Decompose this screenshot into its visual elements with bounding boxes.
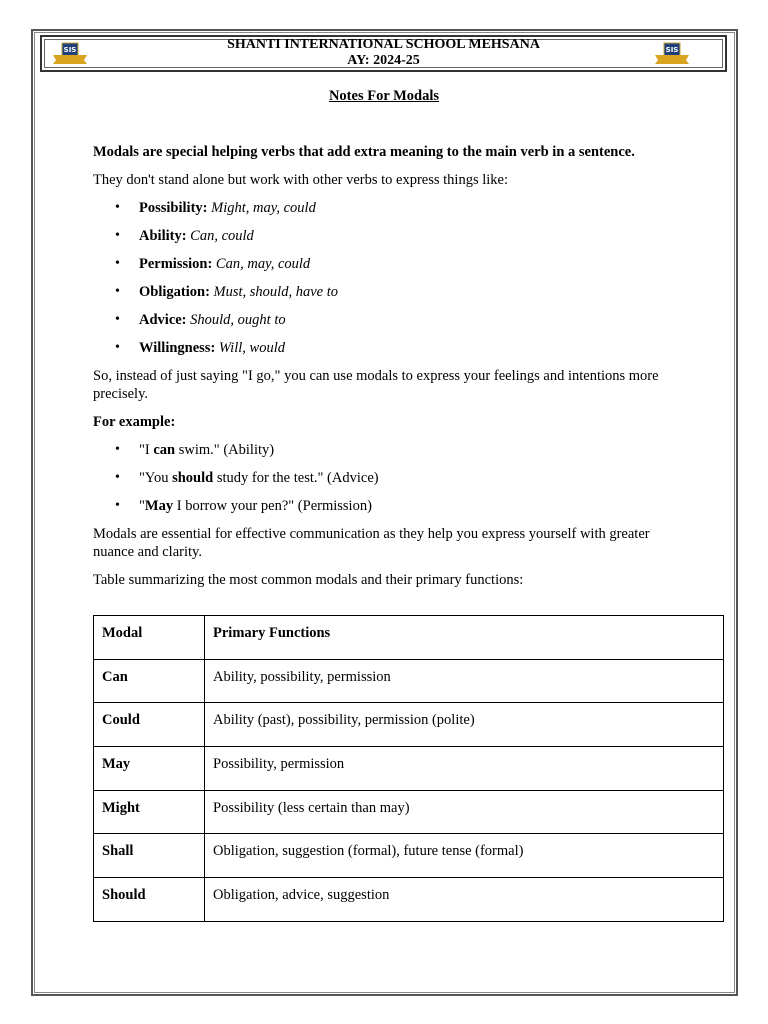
examples-list xyxy=(93,441,673,515)
function-cell: Possibility (less certain than may) xyxy=(205,790,724,834)
example-text: "You xyxy=(139,470,173,486)
function-examples: Might, may, could xyxy=(211,200,316,216)
function-examples: Must, should, have to xyxy=(213,284,338,300)
function-label: Obligation: xyxy=(139,284,210,300)
notes-body xyxy=(93,143,673,599)
example-modal: can xyxy=(153,442,176,458)
example-modal: should xyxy=(172,470,214,486)
school-name: SHANTI INTERNATIONAL SCHOOL MEHSANA xyxy=(227,37,540,52)
list-item xyxy=(93,255,673,273)
academic-year: AY: 2024-25 xyxy=(347,53,420,68)
list-item xyxy=(93,311,673,329)
function-cell: Ability, possibility, permission xyxy=(205,659,724,703)
list-item xyxy=(93,497,673,515)
function-cell: Possibility, permission xyxy=(205,747,724,791)
example-modal: May xyxy=(144,498,174,514)
table-row xyxy=(94,659,724,703)
table-intro: Table summarizing the most common modals and their primary functions: xyxy=(93,572,524,588)
usage-paragraph: They don't stand alone but work with other verbs to express things like: xyxy=(93,172,508,188)
column-header-modal: Modal xyxy=(94,616,205,660)
modal-cell: Might xyxy=(94,790,205,834)
table-row xyxy=(94,703,724,747)
function-cell: Obligation, advice, suggestion xyxy=(205,878,724,922)
function-examples: Can, may, could xyxy=(215,256,311,272)
header xyxy=(40,35,727,72)
for-example-label: For example: xyxy=(93,414,176,430)
list-item xyxy=(93,469,673,487)
example-text: study for the test." (Advice) xyxy=(213,470,379,486)
function-examples: Should, ought to xyxy=(190,312,286,328)
modal-cell: Could xyxy=(94,703,205,747)
svg-text:SIS: SIS xyxy=(665,46,679,54)
so-paragraph: So, instead of just saying "I go," you can use modals to express your feelings and intentions more precisely. xyxy=(93,368,659,402)
school-logo-icon xyxy=(654,41,690,69)
example-text: I borrow your pen?" (Permission) xyxy=(173,498,372,514)
svg-text:SIS: SIS xyxy=(63,46,77,54)
modal-cell: Can xyxy=(94,659,205,703)
list-item xyxy=(93,199,673,217)
column-header-functions: Primary Functions xyxy=(205,616,724,660)
page-title: Notes For Modals xyxy=(328,88,440,104)
function-label: Advice: xyxy=(139,312,187,328)
example-text: swim." (Ability) xyxy=(175,442,275,458)
function-cell: Obligation, suggestion (formal), future tense (formal) xyxy=(205,834,724,878)
example-text: " xyxy=(139,498,145,514)
function-label: Willingness: xyxy=(139,340,216,356)
function-examples: Can, could xyxy=(190,228,254,244)
modal-cell: Shall xyxy=(94,834,205,878)
example-text: "I xyxy=(139,442,154,458)
essential-paragraph: Modals are essential for effective communication as they help you express yourself with greater nuance and clarity. xyxy=(93,526,650,560)
definition-paragraph: Modals are special helping verbs that add extra meaning to the main verb in a sentence. xyxy=(93,144,635,160)
function-label: Ability: xyxy=(139,228,187,244)
table-row xyxy=(94,747,724,791)
modal-cell: Should xyxy=(94,878,205,922)
list-item xyxy=(93,227,673,245)
function-label: Possibility: xyxy=(139,200,208,216)
modals-table xyxy=(93,615,724,922)
table-header-row xyxy=(94,616,724,660)
list-item xyxy=(93,441,673,459)
table-row xyxy=(94,834,724,878)
table-row xyxy=(94,878,724,922)
list-item xyxy=(93,339,673,357)
modal-cell: May xyxy=(94,747,205,791)
functions-list xyxy=(93,199,673,357)
function-cell: Ability (past), possibility, permission (polite) xyxy=(205,703,724,747)
function-label: Permission: xyxy=(139,256,213,272)
list-item xyxy=(93,283,673,301)
function-examples: Will, would xyxy=(218,340,285,356)
table-row xyxy=(94,790,724,834)
